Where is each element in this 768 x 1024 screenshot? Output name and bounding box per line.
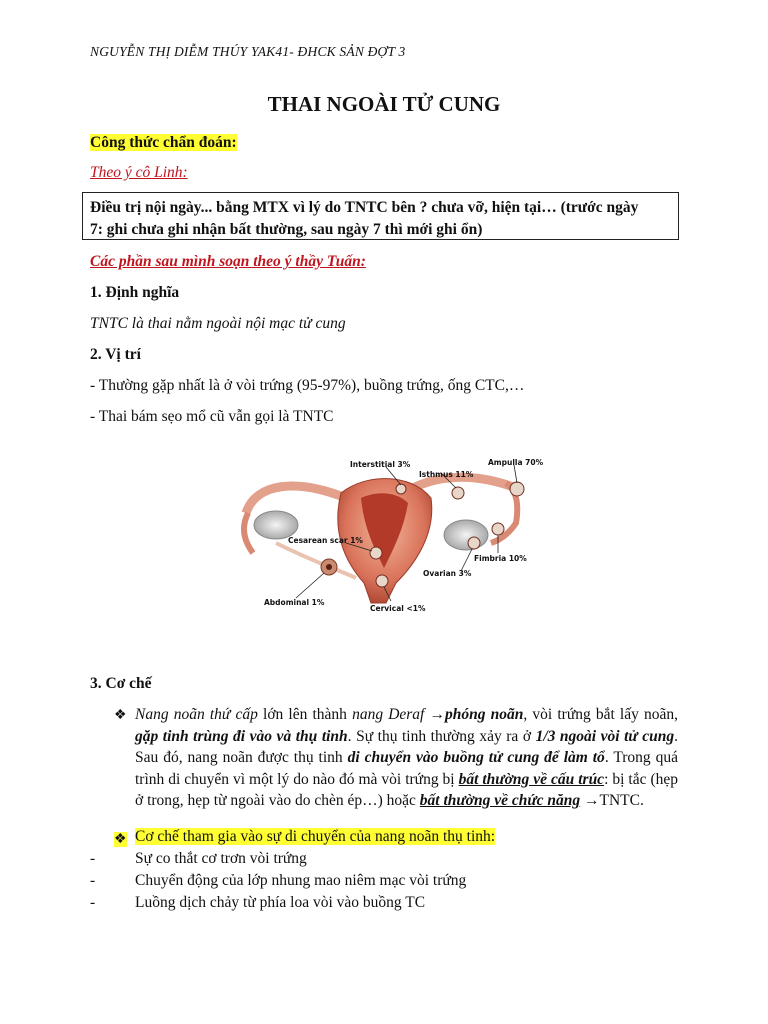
label-fimbria: Fimbria 10%: [474, 554, 527, 563]
diamond-bullet-icon: ❖: [114, 708, 127, 723]
section-3-heading: 3. Cơ chế: [90, 675, 152, 692]
mechanism-item: - Sự co thắt cơ trơn vòi trứng: [90, 850, 307, 867]
formula-heading: Công thức chẩn đoán:: [90, 134, 237, 151]
isthmus-site: [452, 487, 464, 499]
mechanism-item: - Luồng dịch chảy từ phía loa vòi vào buồng TC: [90, 894, 426, 911]
diagnosis-formula-box: [82, 192, 679, 240]
section-2-item-2: - Thai bám sẹo mổ cũ vẫn gọi là TNTC: [90, 408, 334, 425]
label-cervical: Cervical <1%: [370, 604, 426, 613]
page-title: THAI NGOÀI TỬ CUNG: [267, 92, 501, 116]
label-interstitial: Interstitial 3%: [350, 460, 411, 469]
fimbria-site: [492, 523, 504, 535]
section-2-heading: 2. Vị trí: [90, 346, 141, 363]
section-1-text: TNTC là thai nằm ngoài nội mạc tử cung: [90, 315, 346, 332]
label-cesarean: Cesarean scar 1%: [288, 536, 363, 545]
diamond-bullet-icon-2: ❖: [114, 832, 127, 847]
section-1-heading: 1. Định nghĩa: [90, 284, 180, 301]
uterus-illustration: [236, 453, 544, 613]
label-ovarian: Ovarian 3%: [423, 569, 472, 578]
label-isthmus: Isthmus 11%: [419, 470, 474, 479]
interstitial-site: [396, 484, 406, 494]
mechanism-paragraph: Nang noãn thứ cấp lớn lên thành nang Deraf →phóng noãn, vòi trứng bắt lấy noãn, gặp tinh trùng đi vào và thụ tinh. Sự thụ tinh thường xảy ra ở 1/3 ngoài vòi tử cung. Sau đó, nang noãn được thụ tinh di chuyển vào buồng tử cung để làm tổ. Trong quá trình di chuyển vì một lý do nào đó mà vòi trứng bị bất thường về cấu trúc: bị tắc (hẹp ở trong, hẹp từ ngoài vào do chèn ép…) hoặc bất thường về chức năng →TNTC.: [135, 706, 679, 809]
ampulla-site: [510, 482, 524, 496]
ovarian-site: [468, 537, 480, 549]
section-2-item-1: - Thường gặp nhất là ở vòi trứng (95-97%), buồng trứng, ống CTC,…: [90, 377, 525, 394]
label-ampulla: Ampulla 70%: [488, 458, 544, 467]
ectopic-locations-figure: [236, 453, 544, 613]
box-line-2: 7: ghi chưa ghi nhận bất thường, sau ngày 7 thì mới ghi ổn): [90, 221, 483, 238]
mechanism-item: - Chuyển động của lớp nhung mao niêm mạc vòi trứng: [90, 872, 467, 889]
document-header: NGUYỄN THỊ DIỄM THÚY YAK41- ĐHCK SẢN ĐỢT 3: [90, 44, 406, 59]
teacher-tuan-heading: Các phần sau mình soạn theo ý thầy Tuấn:: [90, 253, 366, 270]
cervical-site: [376, 575, 388, 587]
label-abdominal: Abdominal 1%: [264, 598, 325, 607]
mechanism-subheading: Cơ chế tham gia vào sự di chuyển của nang noãn thụ tinh:: [135, 828, 496, 845]
teacher-linh-heading: Theo ý cô Linh:: [90, 164, 188, 181]
box-line-1: Điều trị nội ngày... bằng MTX vì lý do TNTC bên ? chưa vỡ, hiện tại… (trước ngày: [90, 199, 639, 216]
cesarean-site: [370, 547, 382, 559]
